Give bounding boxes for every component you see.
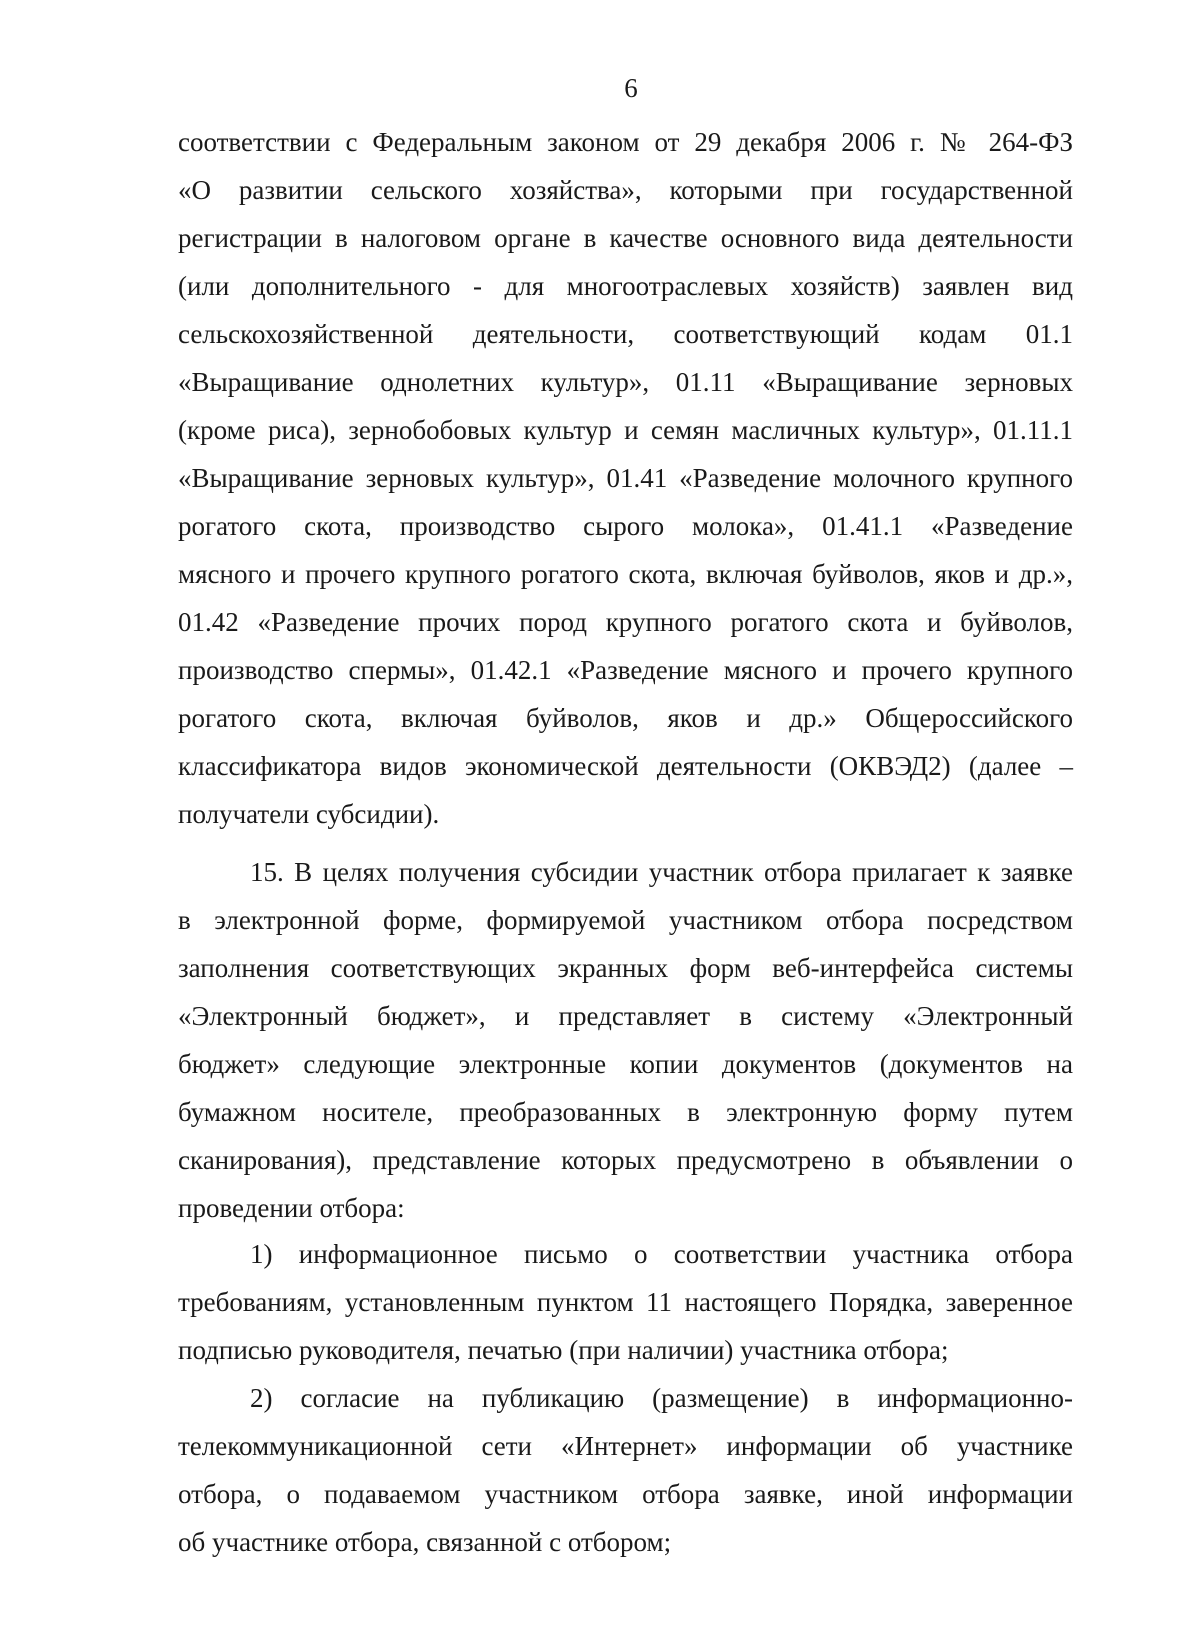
text-line: сельскохозяйственной деятельности, соответствующий кодам 01.1: [178, 319, 1073, 349]
list-item-2: [178, 1374, 1073, 1566]
text-line: производство спермы», 01.42.1 «Разведение мясного и прочего крупного: [178, 655, 1073, 685]
text-line: получатели субсидии).: [178, 799, 440, 829]
page-number: 6: [624, 73, 638, 103]
text-line: бюджет» следующие электронные копии документов (документов на: [178, 1049, 1073, 1079]
text-line: «Электронный бюджет», и представляет в систему «Электронный: [178, 1001, 1073, 1031]
text-line: 1) информационное письмо о соответствии участника отбора: [250, 1239, 1073, 1269]
text-line: 2) согласие на публикацию (размещение) в информационно-: [250, 1383, 1073, 1413]
text-line: «Выращивание зерновых культур», 01.41 «Разведение молочного крупного: [178, 463, 1073, 493]
text-line: подписью руководителя, печатью (при наличии) участника отбора;: [178, 1335, 949, 1365]
text-line: «О развитии сельского хозяйства», которыми при государственной: [178, 175, 1073, 205]
text-line: требованиям, установленным пунктом 11 настоящего Порядка, заверенное: [178, 1287, 1073, 1317]
text-line: отбора, о подаваемом участником отбора заявке, иной информации: [178, 1479, 1073, 1509]
text-line: 15. В целях получения субсидии участник отбора прилагает к заявке: [250, 857, 1073, 887]
text-line: (кроме риса), зернобобовых культур и семян масличных культур», 01.11.1: [178, 415, 1073, 445]
list-item-1: [178, 1230, 1073, 1374]
text-line: рогатого скота, включая буйволов, яков и др.» Общероссийского: [178, 703, 1073, 733]
text-line: «Выращивание однолетних культур», 01.11 «Выращивание зерновых: [178, 367, 1073, 397]
text-line: телекоммуникационной сети «Интернет» информации об участнике: [178, 1431, 1073, 1461]
paragraph-item-15: [178, 848, 1073, 1232]
text-line: сканирования), представление которых предусмотрено в объявлении о: [178, 1145, 1073, 1175]
text-line: рогатого скота, производство сырого молока», 01.41.1 «Разведение: [178, 511, 1073, 541]
text-line: соответствии с Федеральным законом от 29 декабря 2006 г. № 264-ФЗ: [178, 127, 1073, 157]
paragraph-continuation: [178, 118, 1073, 838]
text-line: заполнения соответствующих экранных форм веб-интерфейса системы: [178, 953, 1073, 983]
text-line: (или дополнительного - для многоотраслевых хозяйств) заявлен вид: [178, 271, 1073, 301]
text-line: об участнике отбора, связанной с отбором;: [178, 1527, 672, 1557]
text-line: в электронной форме, формируемой участником отбора посредством: [178, 905, 1073, 935]
text-line: регистрации в налоговом органе в качестве основного вида деятельности: [178, 223, 1073, 253]
text-line: 01.42 «Разведение прочих пород крупного рогатого скота и буйволов,: [178, 607, 1073, 637]
text-line: мясного и прочего крупного рогатого скота, включая буйволов, яков и др.»,: [178, 559, 1073, 589]
text-line: проведении отбора:: [178, 1193, 405, 1223]
text-line: классификатора видов экономической деятельности (ОКВЭД2) (далее –: [178, 751, 1073, 781]
text-line: бумажном носителе, преобразованных в электронную форму путем: [178, 1097, 1073, 1127]
